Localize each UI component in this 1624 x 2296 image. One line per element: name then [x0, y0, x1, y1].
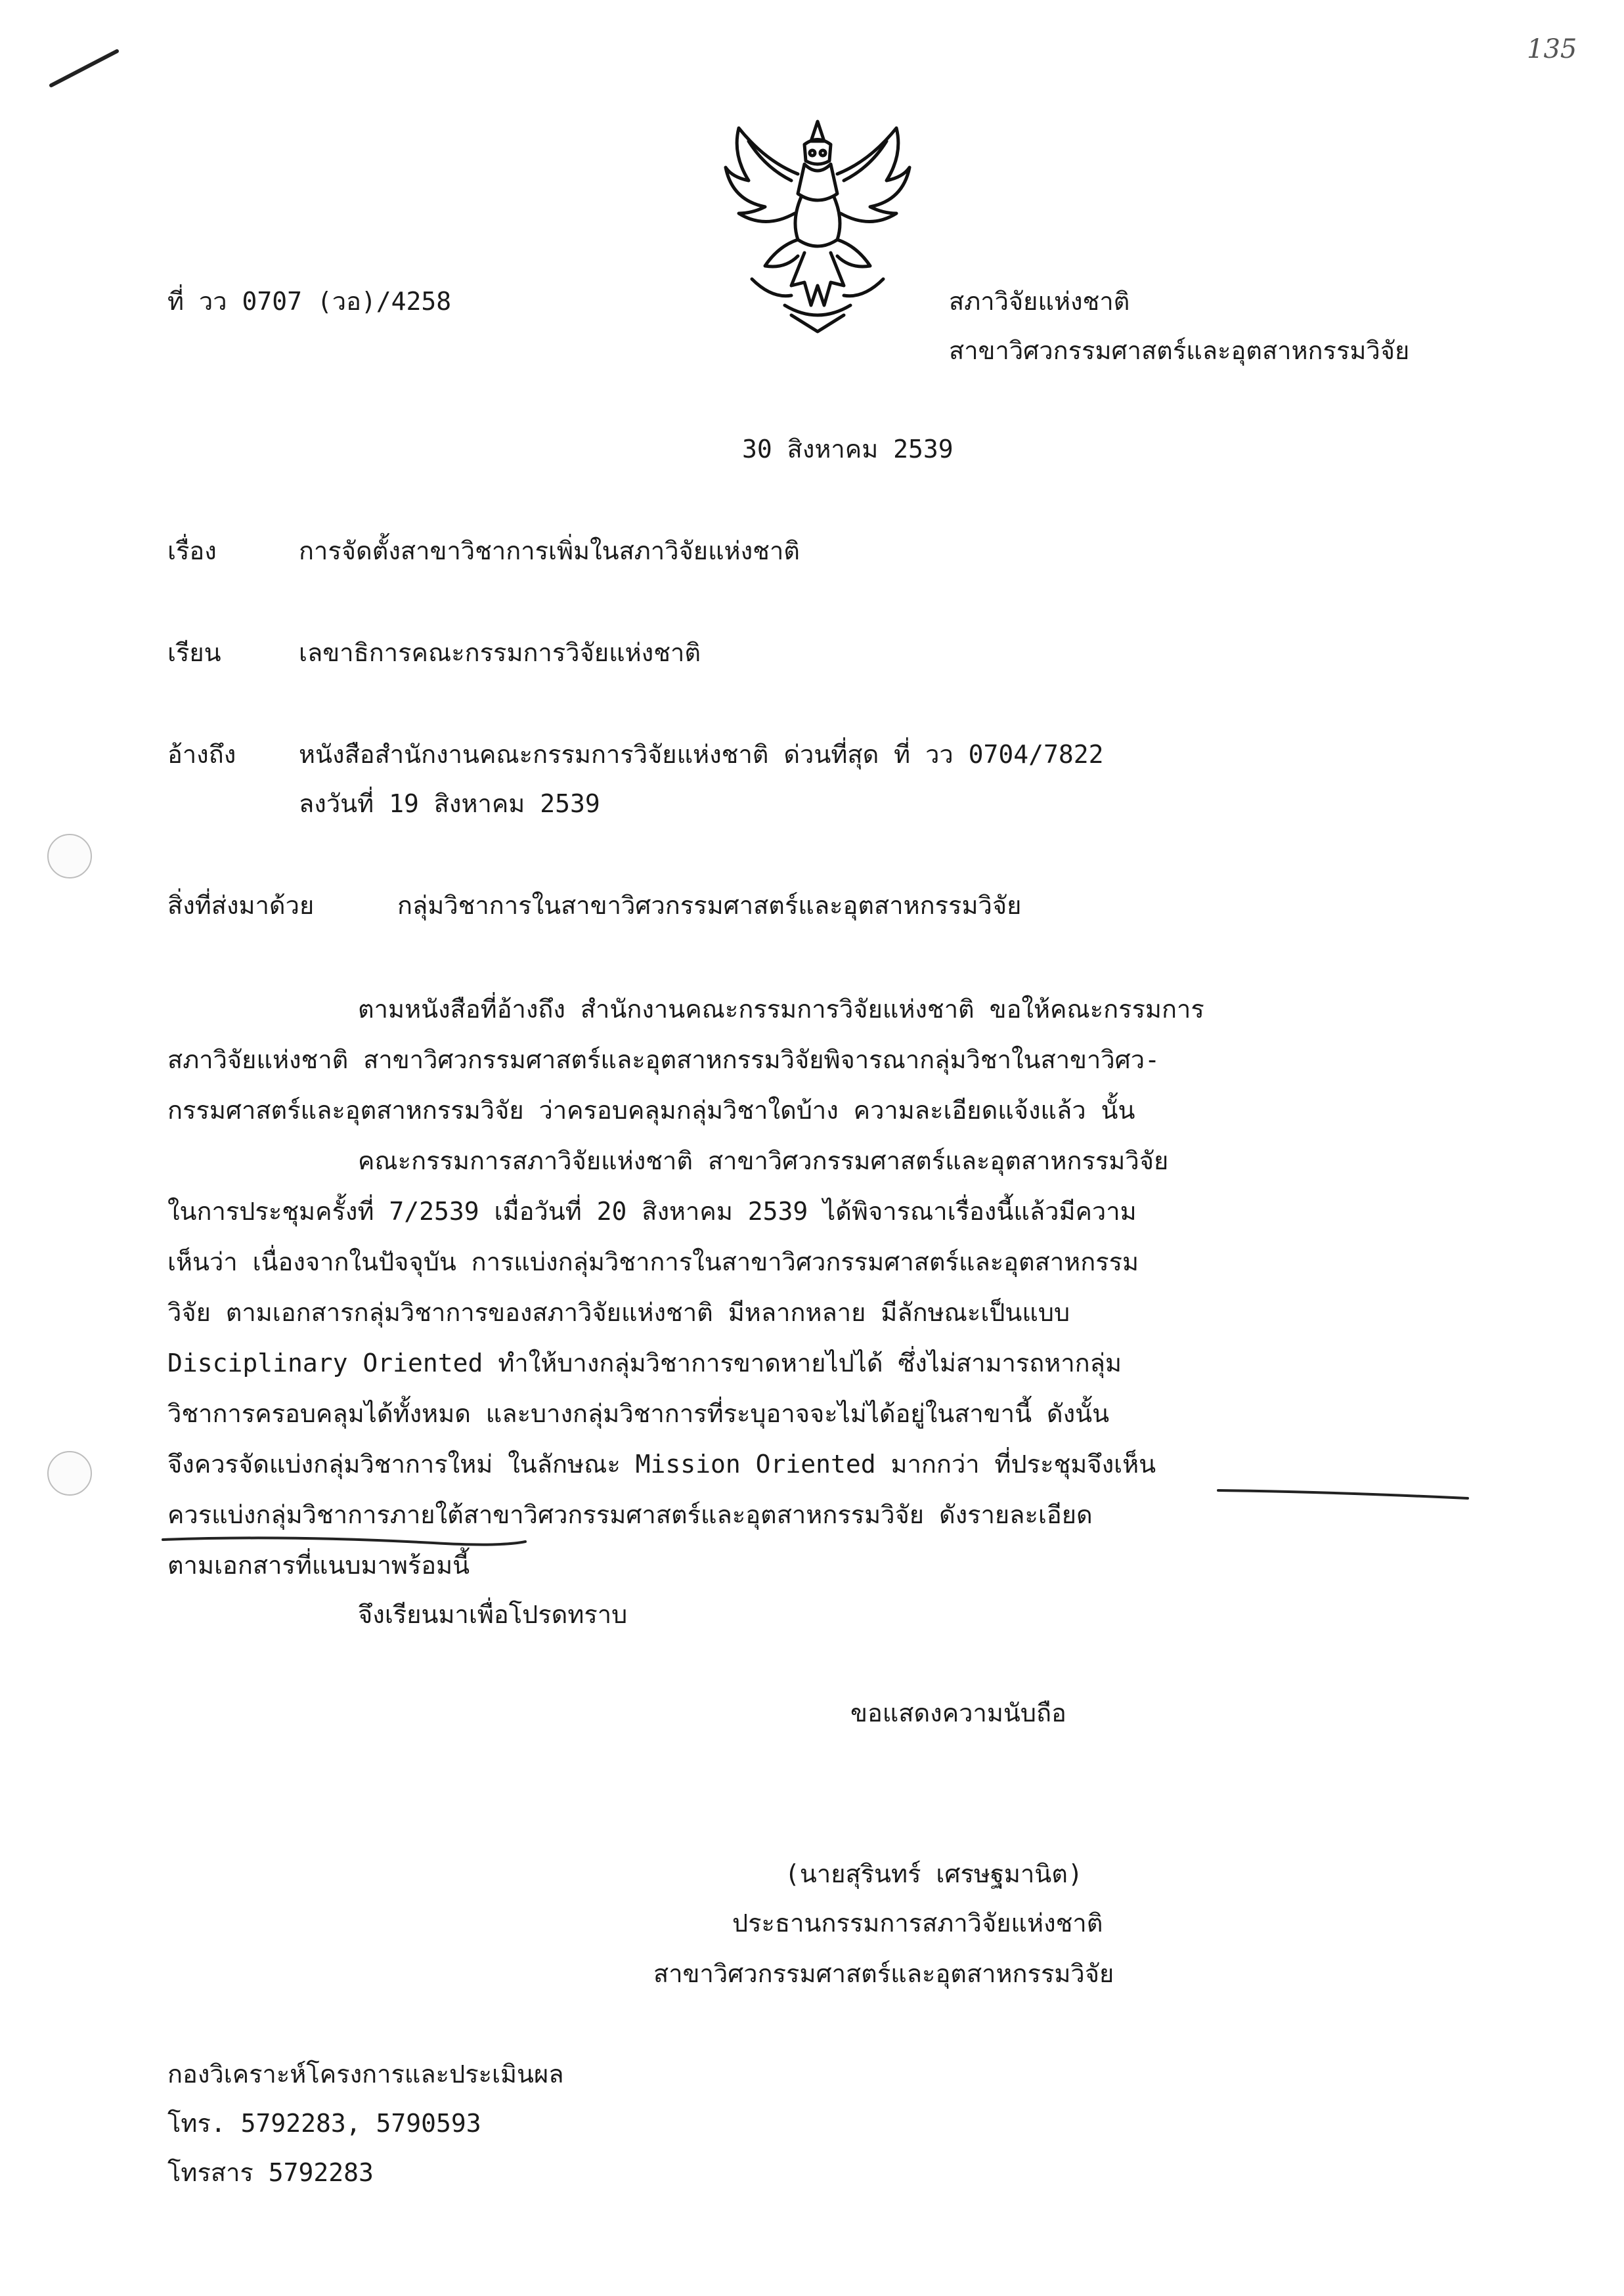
enclosure-text: กลุ่มวิชาการในสาขาวิศวกรรมศาสตร์และอุตสาหกรรมวิจัย: [397, 891, 1022, 920]
closing-request: จึงเรียนมาเพื่อโปรดทราบ: [358, 1600, 628, 1629]
footer-fax: โทรสาร 5792283: [167, 2158, 374, 2187]
organization-branch: สาขาวิศวกรรมศาสตร์และอุตสาหกรรมวิจัย: [949, 336, 1410, 365]
garuda-emblem-icon: [713, 115, 923, 338]
body-line: คณะกรรมการสภาวิจัยแห่งชาติ สาขาวิศวกรรมศาสตร์และอุตสาหกรรมวิจัย: [358, 1146, 1169, 1175]
body-line: กรรมศาสตร์และอุตสาหกรรมวิจัย ว่าครอบคลุมกลุ่มวิชาใดบ้าง ความละเอียดแจ้งแล้ว นั้น: [167, 1096, 1135, 1125]
hand-underline: [158, 1477, 1484, 1549]
body-line: ควรแบ่งกลุ่มวิชาการภายใต้สาขาวิศวกรรมศาสตร์และอุตสาหกรรมวิจัย ดังรายละเอียด: [167, 1500, 1093, 1529]
body-line: Disciplinary Oriented ทำให้บางกลุ่มวิชาการขาดหายไปได้ ซึ่งไม่สามารถหากลุ่ม: [167, 1349, 1122, 1377]
punch-hole-bottom: [47, 1451, 92, 1496]
body-line: เห็นว่า เนื่องจากในปัจจุบัน การแบ่งกลุ่มวิชาการในสาขาวิศวกรรมศาสตร์และอุตสาหกรรม: [167, 1247, 1139, 1276]
letter-date: 30 สิงหาคม 2539: [742, 435, 954, 464]
subject-label: เรื่อง: [167, 536, 217, 565]
pen-stroke-mark: [46, 39, 125, 92]
subject-text: การจัดตั้งสาขาวิชาการเพิ่มในสภาวิจัยแห่งชาติ: [299, 536, 800, 565]
to-text: เลขาธิการคณะกรรมการวิจัยแห่งชาติ: [299, 638, 701, 667]
reference-line-1: หนังสือสำนักงานคณะกรรมการวิจัยแห่งชาติ ด่วนที่สุด ที่ วว 0704/7822: [299, 740, 1104, 769]
body-line: ตามหนังสือที่อ้างถึง สำนักงานคณะกรรมการวิจัยแห่งชาติ ขอให้คณะกรรมการ: [358, 995, 1204, 1024]
to-label: เรียน: [167, 638, 221, 667]
reference-number: ที่ วว 0707 (วอ)/4258: [167, 287, 452, 316]
signer-title-1: ประธานกรรมการสภาวิจัยแห่งชาติ: [732, 1909, 1103, 1938]
salutation: ขอแสดงความนับถือ: [850, 1699, 1066, 1727]
punch-hole-top: [47, 834, 92, 878]
signer-name: (นายสุรินทร์ เศรษฐมานิต): [785, 1859, 1083, 1888]
body-line: วิชาการครอบคลุมได้ทั้งหมด และบางกลุ่มวิชาการที่ระบุอาจจะไม่ได้อยู่ในสาขานี้ ดังนั้น: [167, 1399, 1110, 1428]
handwritten-page-number: 135: [1527, 34, 1577, 64]
footer-phone: โทร. 5792283, 5790593: [167, 2109, 481, 2138]
body-line: ในการประชุมครั้งที่ 7/2539 เมื่อวันที่ 20 สิงหาคม 2539 ได้พิจารณาเรื่องนี้แล้วมีความ: [167, 1197, 1137, 1226]
enclosure-label: สิ่งที่ส่งมาด้วย: [167, 891, 315, 920]
organization-name: สภาวิจัยแห่งชาติ: [949, 287, 1130, 316]
reference-label: อ้างถึง: [167, 740, 236, 769]
footer-division: กองวิเคราะห์โครงการและประเมินผล: [167, 2060, 564, 2089]
reference-line-2: ลงวันที่ 19 สิงหาคม 2539: [299, 789, 600, 818]
signer-title-2: สาขาวิศวกรรมศาสตร์และอุตสาหกรรมวิจัย: [653, 1959, 1114, 1988]
body-line: จึงควรจัดแบ่งกลุ่มวิชาการใหม่ ในลักษณะ Mission Oriented มากกว่า ที่ประชุมจึงเห็น: [167, 1450, 1156, 1479]
body-line: วิจัย ตามเอกสารกลุ่มวิชาการของสภาวิจัยแห่งชาติ มีหลากหลาย มีลักษณะเป็นแบบ: [167, 1298, 1070, 1327]
body-line: สภาวิจัยแห่งชาติ สาขาวิศวกรรมศาสตร์และอุตสาหกรรมวิจัยพิจารณากลุ่มวิชาในสาขาวิศว-: [167, 1045, 1160, 1074]
body-line: ตามเอกสารที่แนบมาพร้อมนี้: [167, 1551, 470, 1580]
